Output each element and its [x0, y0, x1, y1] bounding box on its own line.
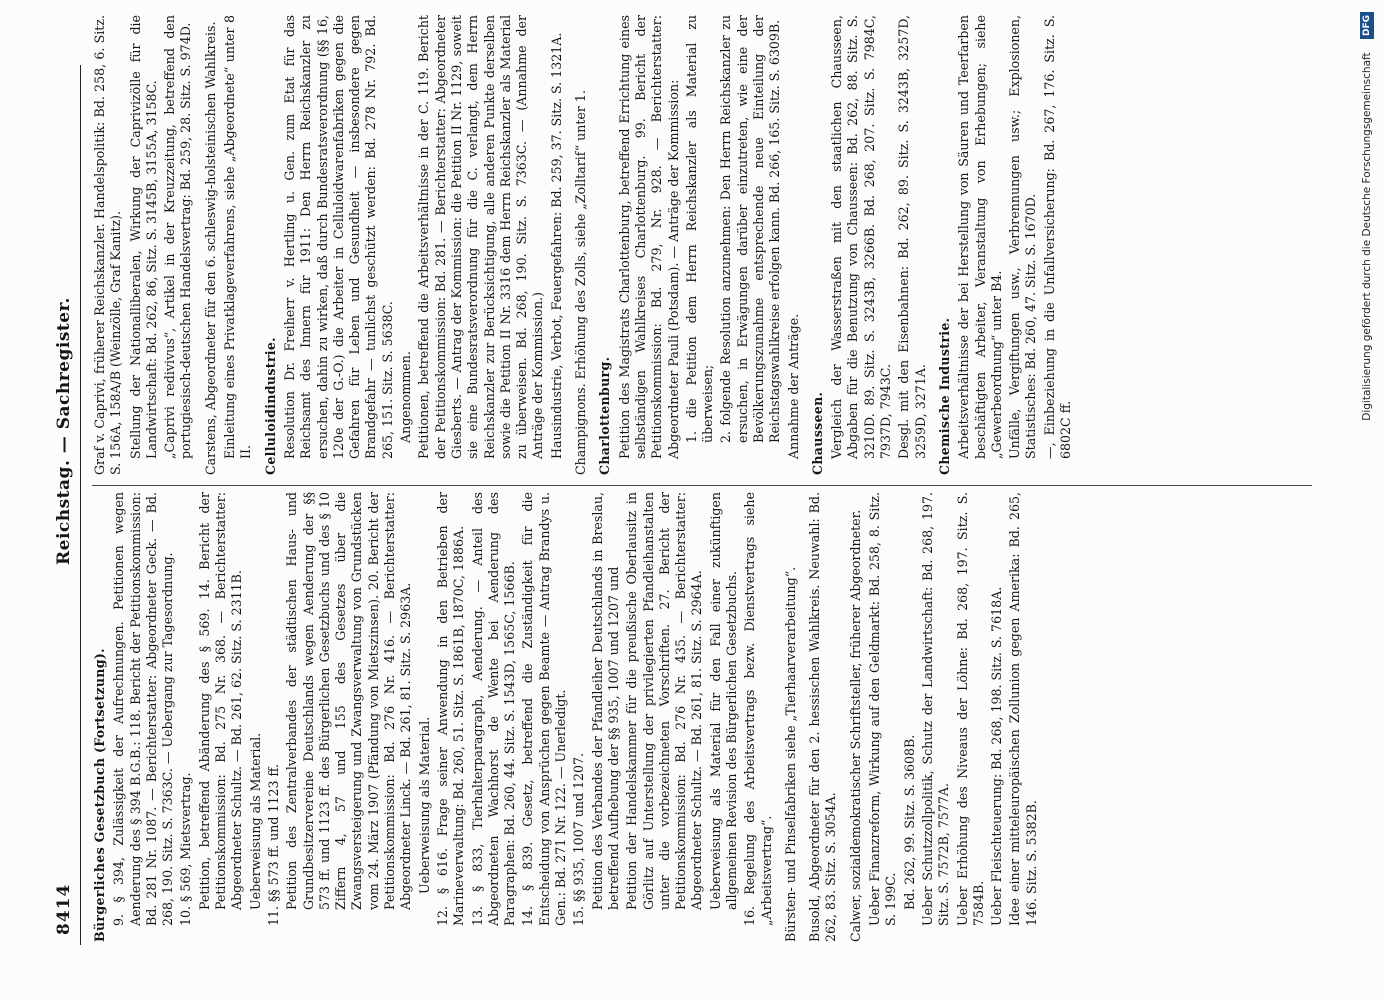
- right-column: [92, 15, 1322, 475]
- entry-item: Einleitung eines Privatklageverfahrens, siehe „Abgeordnete“ unter 8 II.: [222, 15, 254, 459]
- entry-item: Ueber Erhöhung des Niveaus der Löhne: Bd. 268, 197. Sitz. S. 7584B.: [954, 492, 986, 926]
- entry-item: Vergleich der Wasserstraßen mit den staatlichen Chausseen, Abgaben für die Benutzung von Chausseen: Bd. 262, 88. Sitz. S. 3210D. 89. Sitz. S. 3243B, 3266B. Bd. 268, 207. Sitz. S. 7984C, 7937D, 7943C.: [829, 15, 894, 459]
- entry-heading-charlottenburg: Charlottenburg.: [597, 356, 613, 475]
- entry-item: Ueberweisung als Material.: [247, 732, 263, 910]
- entry-item: Ueber Fleischteuerung: Bd. 268, 198. Sitz. S. 7618A.: [989, 586, 1005, 926]
- entry-item: Ueber Finanzreform, Wirkung auf den Geldmarkt: Bd. 258, 8. Sitz. S. 199C.: [867, 492, 899, 926]
- page-title: Reichstag. — Sachregister.: [54, 297, 74, 565]
- page-number: 8414: [54, 883, 74, 935]
- entry-item: Petition des Magistrats Charlottenburg, betreffend Errichtung eines selbständigen Wahlkreises Charlottenburg. 99. Bericht der Petitionskommission: Bd. 279, Nr. 928. — Berichterstatter: Abgeordneter Pauli (Potsdam). — Anträge der Kommission:: [616, 15, 681, 459]
- entry-heading-chemische: Chemische Industrie.: [936, 317, 952, 475]
- entry-item: Bd. 262, 99. Sitz. S. 3608B.: [901, 734, 917, 910]
- entry-item: 1. die Petition dem Herrn Reichskanzler als Material zu überweisen;: [683, 15, 716, 443]
- entry-carstens: Carstens, Abgeordneter für den 6. schleswig-holsteinischen Wahlkreis.: [202, 21, 218, 475]
- digitization-note: Digitalisierung gefördert durch die Deutsche Forschungsgemeinschaft: [1361, 52, 1373, 421]
- entry-item: Stellung der Nationalliberalen, Wirkung der Caprivizölle für die Landwirtschaft: Bd. 262, 86, Sitz. S. 3145B, 3155A, 3158C.: [127, 15, 159, 459]
- column-divider: [92, 485, 1312, 486]
- entry-caprivi: Graf v. Caprivi, früherer Reichskanzler. Handelspolitik: Bd. 258, 6. Sitz. S. 156A, 158A/B (Weinzölle, Graf Kanitz).: [92, 15, 124, 475]
- entry-item: 10. § 569, Mietsvertrag.: [178, 772, 194, 926]
- entry-item: Ueber Schutzzollpolitik, Schutz der Landwirtschaft: Bd. 268, 197. Sitz. S. 7572B, 7577A.: [919, 492, 952, 926]
- entry-item: Arbeitsverhältnisse der bei Herstellung von Säuren und Teerfarben beschäftigten Arbeiter, Veranstaltung von Erhebungen; siehe „Gewerbeordnung“ unter B4.: [956, 15, 1004, 459]
- entry-item: 15. §§ 935, 1007 und 1207.: [571, 752, 587, 926]
- entry-item: Desgl. mit den Eisenbahnen: Bd. 262, 89. Sitz. S. 3243B, 3257D, 3259D, 3271A.: [896, 15, 928, 459]
- entry-item: Petition, betreffend Abänderung des § 569. 14. Bericht der Petitionskommission: Bd. 275 Nr. 368. — Berichterstatter: Abgeordneter Schultz. — Bd. 261, 62. Sitz. S. 2311B.: [196, 492, 245, 910]
- entry-item: Petition des Verbandes der Pfandleiher Deutschlands in Breslau, betreffend Aufhebung der §§ 935, 1007 und 1207 und: [589, 492, 621, 910]
- entry-item: 2. folgende Resolution anzunehmen: Den Herrn Reichskanzler zu ersuchen, in Erwägungen darüber einzutreten, wie eine der Bevölkerungszunahme entsprechende neue Einteilung der Reichstagswahlkreise erfolgen kann. Bd. 266, 165. Sitz. S. 6309B.: [718, 15, 783, 443]
- entry-item: —, Einbeziehung in die Unfallversicherung: Bd. 267, 176. Sitz. S. 6802C ff.: [1041, 15, 1074, 459]
- entry-item: 14. § 839. Gesetz, betreffend die Zuständigkeit für die Entscheidung von Ansprüchen gegen Beamte — Antrag Brandys u. Gen.: Bd. 271 Nr. 122. — Unerledigt.: [520, 492, 569, 926]
- entry-item: „Caprivi redivivus“, Artikel in der Kreuzzeitung, betreffend den portugiesisch-deutschen Handelsvertrag: Bd. 259, 28. Sitz. S. 974D.: [162, 15, 194, 459]
- entry-item: Idee einer mitteleuropäischen Zollunion gegen Amerika: Bd. 265, 146. Sitz. S. 5382B.: [1007, 492, 1039, 926]
- entry-item: Angenommen.: [398, 351, 414, 443]
- dfg-logo: DFG: [1360, 12, 1374, 39]
- entry-item: 16. Regelung des Arbeitsvertrags bezw. Dienstvertrags siehe „Arbeitsvertrag“.: [742, 492, 774, 926]
- entry-item: Ueberweisung als Material für den Fall einer zukünftigen allgemeinen Revision des Bürgerlichen Gesetzbuchs.: [707, 492, 739, 910]
- entry-item: 12. § 616. Frage seiner Anwendung in den Betrieben der Marineverwaltung: Bd. 260, 51. Sitz. S. 1861B, 1870C, 1886A.: [434, 492, 467, 926]
- entry-item: Ueberweisung als Material.: [416, 716, 432, 894]
- entry-item: Petitionen, betreffend die Arbeitsverhältnisse in der C. 119. Bericht der Petitionskommission: Bd. 281. — Berichterstatter: Abgeordneter Giesberts. — Antrag der Kommission: die Petition II Nr. 1129, soweit sie eine Bundesratsverordnung für die C. verlangt, dem Herrn Reichskanzler zur Berücksichtigung, alle anderen Punkte derselben sowie die Petition II Nr. 3316 dem Herrn Reichskanzler als Material zu überweisen. Bd. 268, 190. Sitz. S. 7363C. — (Annahme der Anträge der Kommission.): [416, 15, 546, 459]
- entry-item: 9. § 394, Zulässigkeit der Aufrechnungen. Petitionen wegen Aenderung des § 394 B.G.B.: 118. Bericht der Petitionskommission: Bd. 281 Nr. 1087. — Berichterstatter: Abgeordneter Geck. — Bd. 268, 190. Sitz. S. 7363C. — Uebergang zur Tagesordnung.: [111, 492, 176, 926]
- left-column: [92, 492, 1322, 942]
- entry-heading-celluloid: Celluloidindustrie.: [262, 337, 278, 475]
- entry-item: Resolution Dr. Freiherr v. Hertling u. Gen. zum Etat für das Reichsamt des Innern für 1911: Den Herrn Reichskanzler zu ersuchen, dahin zu wirken, daß durch Bundesratsverordnung (§§ 16, 120e der G.-O.) die Arbeiter in Celluloidwarenfabriken gegen die Gefahren für Leben und Gesundheit — insbesondere gegen Brandgefahr — tunlichst geschützt werden: Bd. 278 Nr. 792. Bd. 265, 151. Sitz. S. 5638C.: [281, 15, 395, 459]
- entry-busold: Busold, Abgeordneter für den 2. hessischen Wahlkreis. Neuwahl: Bd. 262, 83. Sitz. S. 3054A.: [807, 492, 839, 942]
- entry-item: 11. §§ 573 ff. und 1123 ff.: [265, 763, 281, 926]
- entry-heading-calwer: Calwer, sozialdemokratischer Schriftsteller, früherer Abgeordneter.: [847, 509, 863, 942]
- entry-champignons: Champignons. Erhöhung des Zolls, siehe „Zolltarif“ unter 1.: [573, 90, 589, 475]
- entry-buersten: Bürsten- und Pinselfabriken siehe „Tierhaarverarbeitung“.: [782, 566, 798, 942]
- entry-heading-buergerliches: Bürgerliches Gesetzbuch (Fortsetzung).: [92, 648, 107, 942]
- entry-item: 13. § 833, Tierhalterparagraph, Aenderung. — Anteil des Abgeordneten Wachhorst de Wente bei Aenderung des Paragraphen: Bd. 260, 44. Sitz. S. 1543D, 1565C, 1566B.: [469, 492, 518, 926]
- entry-item: Hausindustrie, Verbot, Feuergefahren: Bd. 259, 37. Sitz. S. 1321A.: [548, 32, 564, 459]
- entry-item: Petition des Zentralverbandes der städtischen Haus- und Grundbesitzervereine Deutschlands wegen Aenderung der §§ 573 ff. und 1123 ff. des Bürgerlichen Gesetzbuchs und des § 10 Ziffern 4, 57 und 155 des Gesetzes über die Zwangsversteigerung und Zwangsverwaltung von Grundstücken vom 24. März 1907 (Pfändung von Mietszinsen). 20. Bericht der Petitionskommission: Bd. 276 Nr. 416. — Berichterstatter: Abgeordneter Linck. — Bd. 261, 81. Sitz. S. 2963A.: [284, 492, 414, 910]
- entry-item: Petition der Handelskammer für die preußische Oberlausitz in Görlitz auf Unterstellung der privilegierten Pfandleihanstalten unter die vorbezeichneten Vorschriften. 27. Bericht der Petitionskommission: Bd. 276 Nr. 435. — Berichterstatter: Abgeordneter Schultz. — Bd. 261, 81. Sitz. S. 2964A.: [624, 492, 705, 910]
- digitization-stamp: [1352, 12, 1378, 988]
- entry-heading-chausseen: Chausseen.: [809, 391, 825, 475]
- entry-item: Annahme der Anträge.: [785, 313, 801, 459]
- page-header: [52, 65, 81, 945]
- entry-item: Unfälle, Vergiftungen usw., Verbrennungen usw.; Explosionen, Statistisches: Bd. 260, 47. Sitz. S. 1670D.: [1007, 15, 1039, 459]
